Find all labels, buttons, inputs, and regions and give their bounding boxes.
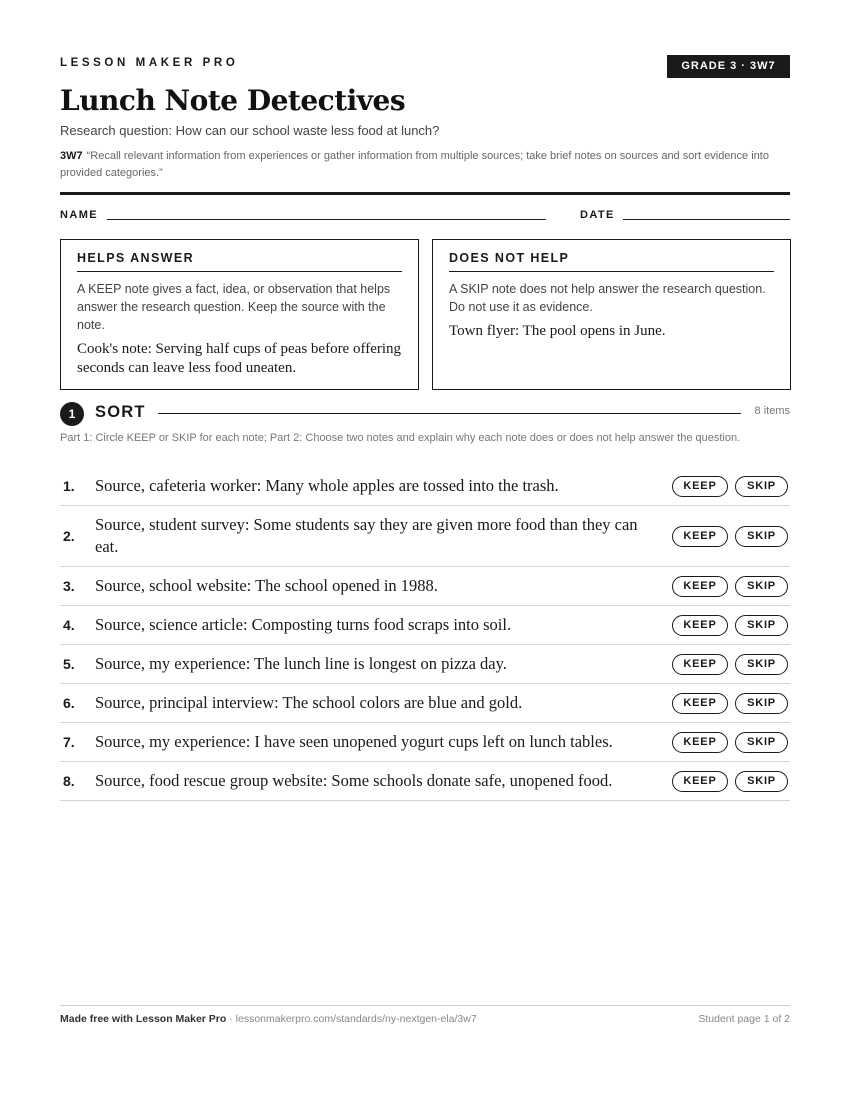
item-text: Source, cafeteria worker: Many whole apples are tossed into the trash. (95, 476, 559, 495)
header-divider (60, 192, 790, 195)
date-field[interactable] (623, 219, 790, 220)
name-field[interactable] (107, 219, 546, 220)
footer-brand: Made free with Lesson Maker Pro (60, 1013, 227, 1025)
item-text: Source, school website: The school opened in 1988. (95, 576, 438, 595)
list-item (60, 645, 790, 684)
keep-skip-choices (672, 654, 790, 675)
does-not-help-title: DOES NOT HELP (449, 251, 774, 272)
does-not-help-description: A SKIP note does not help answer the research question. Do not use it as evidence. (449, 282, 766, 314)
date-label: DATE (580, 209, 615, 221)
keep-skip-choices (672, 615, 790, 636)
helps-answer-description: A KEEP note gives a fact, idea, or observation that helps answer the research question. Keep the source with the note. (77, 282, 391, 332)
page-indicator: Student page 1 of 2 (698, 1013, 790, 1025)
keep-button[interactable]: KEEP (672, 771, 728, 792)
keep-button[interactable]: KEEP (672, 526, 728, 547)
brand-name: LESSON MAKER PRO (60, 57, 239, 69)
list-item (60, 723, 790, 762)
skip-button[interactable]: SKIP (735, 732, 788, 753)
keep-skip-choices (672, 576, 790, 597)
section-divider (158, 413, 741, 414)
sort-item-list (60, 467, 790, 801)
item-number: 2. (63, 528, 75, 544)
keep-button[interactable]: KEEP (672, 476, 728, 497)
item-number: 7. (63, 734, 75, 750)
standard-code: 3W7 (60, 150, 83, 162)
list-item (60, 467, 790, 506)
item-number: 6. (63, 695, 75, 711)
footer-divider (60, 1005, 790, 1006)
item-text: Source, principal interview: The school colors are blue and gold. (95, 693, 523, 712)
helps-answer-title: HELPS ANSWER (77, 251, 402, 272)
keep-button[interactable]: KEEP (672, 693, 728, 714)
list-item (60, 606, 790, 645)
list-item (60, 506, 790, 567)
does-not-help-box (432, 239, 791, 390)
skip-button[interactable]: SKIP (735, 476, 788, 497)
keep-skip-choices (672, 693, 790, 714)
keep-button[interactable]: KEEP (672, 732, 728, 753)
keep-skip-choices (672, 526, 790, 547)
item-number: 5. (63, 656, 75, 672)
list-item (60, 684, 790, 723)
keep-button[interactable]: KEEP (672, 576, 728, 597)
skip-button[interactable]: SKIP (735, 615, 788, 636)
standard-text: “Recall relevant information from experiences or gather information from multiple sources; take brief notes on sources and sort evidence into provided categories.” (60, 150, 769, 179)
keep-button[interactable]: KEEP (672, 615, 728, 636)
item-text: Source, student survey: Some students say they are given more food than they can eat. (95, 515, 638, 556)
page-title: Lunch Note Detectives (60, 84, 406, 117)
keep-skip-choices (672, 732, 790, 753)
does-not-help-example: Town flyer: The pool opens in June. (449, 323, 666, 339)
list-item (60, 762, 790, 801)
item-number: 1. (63, 478, 75, 494)
keep-skip-choices (672, 476, 790, 497)
skip-button[interactable]: SKIP (735, 771, 788, 792)
skip-button[interactable]: SKIP (735, 576, 788, 597)
list-item (60, 567, 790, 606)
item-count: 8 items (754, 405, 790, 417)
item-text: Source, my experience: I have seen unopened yogurt cups left on lunch tables. (95, 732, 613, 751)
keep-skip-choices (672, 771, 790, 792)
item-number: 8. (63, 773, 75, 789)
section-instructions: Part 1: Circle KEEP or SKIP for each note; Part 2: Choose two notes and explain why each note does or does not help answer the question. (60, 432, 741, 444)
section-title: SORT (95, 403, 146, 421)
footer-url: · lessonmakerpro.com/standards/ny-nextgen-ela/3w7 (229, 1013, 477, 1025)
item-text: Source, science article: Composting turns food scraps into soil. (95, 615, 512, 634)
research-question: Research question: How can our school waste less food at lunch? (60, 123, 440, 138)
keep-button[interactable]: KEEP (672, 654, 728, 675)
item-number: 3. (63, 578, 75, 594)
name-label: NAME (60, 209, 98, 221)
skip-button[interactable]: SKIP (735, 693, 788, 714)
standard-description (60, 148, 790, 182)
section-number-badge: 1 (60, 402, 84, 426)
skip-button[interactable]: SKIP (735, 654, 788, 675)
footer-credit (60, 1013, 477, 1025)
item-text: Source, my experience: The lunch line is longest on pizza day. (95, 654, 507, 673)
helps-answer-example: Cook's note: Serving half cups of peas before offering seconds can leave less food uneaten. (77, 341, 402, 376)
skip-button[interactable]: SKIP (735, 526, 788, 547)
item-text: Source, food rescue group website: Some schools donate safe, unopened food. (95, 771, 613, 790)
helps-answer-box (60, 239, 419, 390)
item-number: 4. (63, 617, 75, 633)
grade-badge: GRADE 3 · 3W7 (667, 55, 790, 78)
